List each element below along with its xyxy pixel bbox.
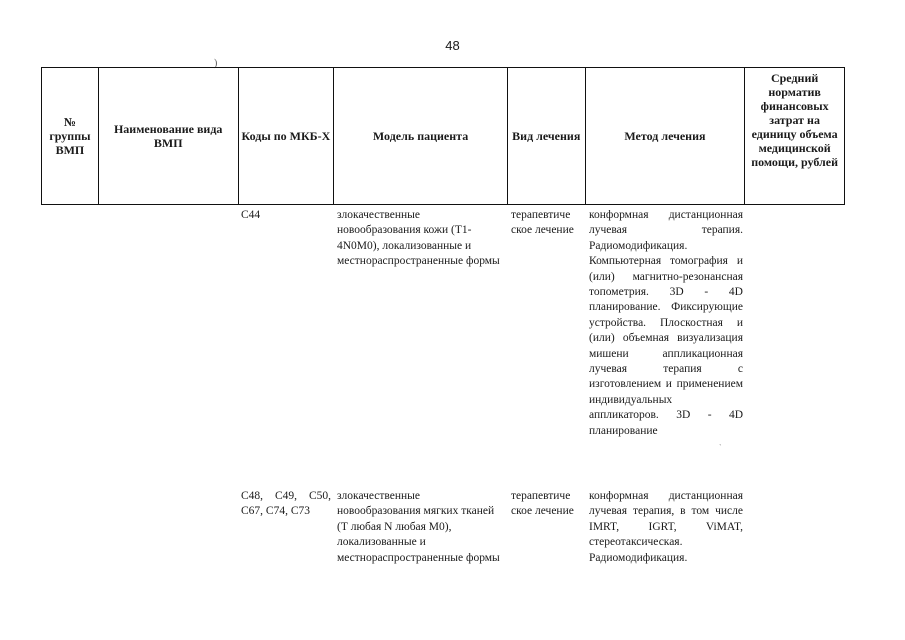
cell-vmp-name <box>98 208 238 439</box>
header-icd-codes: Коды по МКБ-Х <box>239 68 335 204</box>
header-treatment-method: Метод лечения <box>586 68 746 204</box>
cell-treatment-type: терапевтиче ское лечение <box>511 209 574 237</box>
table-row <box>41 208 845 439</box>
cell-patient-model: злокачественные новообразования кожи (Т1-4N0M0), локализованные и местнораспространенные формы <box>337 209 500 268</box>
header-group-number: № группы ВМП <box>42 68 99 204</box>
cell-vmp-name <box>98 489 238 566</box>
cell-average-cost <box>746 208 845 439</box>
table-header <box>41 67 845 205</box>
scan-mark: ) <box>214 58 218 69</box>
cell-group-number <box>41 208 98 439</box>
header-vmp-name: Наименование вида ВМП <box>99 68 239 204</box>
table-row <box>41 489 845 566</box>
page-number: 48 <box>445 38 460 53</box>
cell-treatment-method: конформная дистанционная лучевая терапия, в том числе IMRT, IGRT, ViMAT, стереотаксическая. Радиомодификация. <box>589 490 743 564</box>
cell-treatment-method: конформная дистанционная лучевая терапия. Радиомодификация. Компьютерная томография и (или) магнитно-резонансная топометрия. 3D - 4D планирование. Фиксирующие устройства. Плоскостная и (или) объемная визуализация мишени аппликационная лучевая терапия с изготовлением и применением индивидуальных аппликаторов. 3D - 4D планирование <box>589 209 743 437</box>
cell-treatment-type: терапевтиче ское лечение <box>511 490 574 518</box>
cell-icd-codes: С48, С49, С50, С67, С74, С73 <box>241 490 331 518</box>
header-average-cost: Средний норматив финансовых затрат на единицу объема медицинской помощи, рублей <box>751 71 839 169</box>
cell-average-cost <box>746 489 845 566</box>
cell-icd-codes: С44 <box>241 209 261 221</box>
header-treatment-type: Вид лечения <box>508 68 586 204</box>
cell-group-number <box>41 489 98 566</box>
cell-patient-model: злокачественные новообразования мягких тканей (Т любая N любая M0), локализованные и местнораспространенные формы <box>337 490 500 564</box>
header-patient-model: Модель пациента <box>334 68 508 204</box>
scan-mark: ` <box>719 443 722 452</box>
